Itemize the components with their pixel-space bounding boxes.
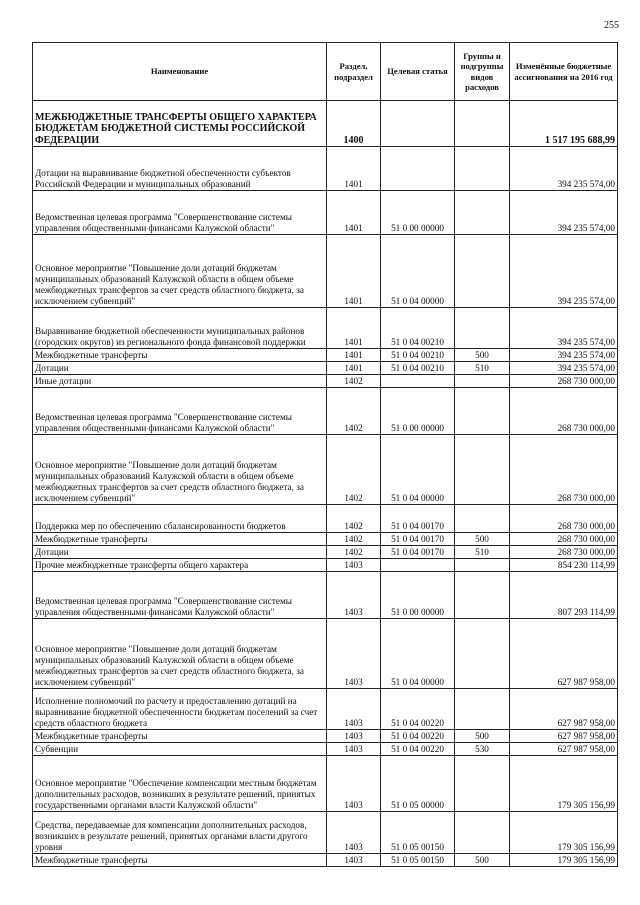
- row-amount: 854 230 114,99: [510, 559, 618, 572]
- page-number: 255: [604, 20, 619, 31]
- row-amount: 268 730 000,00: [510, 533, 618, 546]
- table-header-row: [33, 43, 618, 101]
- row-group: [455, 812, 510, 854]
- table-row: [33, 308, 618, 349]
- row-amount: 394 235 574,00: [510, 235, 618, 308]
- row-target: 51 0 05 00150: [381, 812, 455, 854]
- row-name: Иные дотации: [33, 375, 327, 388]
- row-name: Ведомственная целевая программа "Совершенствование системы управления общественными финансами Калужской области": [33, 388, 327, 435]
- row-name: Основное мероприятие "Обеспечение компенсации местным бюджетам дополнительных расходов, возникших в результате решений, принятых государственными органами власти Калужской области": [33, 756, 327, 812]
- row-amount: 268 730 000,00: [510, 505, 618, 533]
- row-name: Межбюджетные трансферты: [33, 533, 327, 546]
- row-section: 1400: [327, 101, 381, 147]
- row-name: Основное мероприятие "Повышение доли дотаций бюджетам муниципальных образований Калужской области в общем объеме межбюджетных трансфертов за счет средств областного бюджета, за исключением субвенций": [33, 235, 327, 308]
- row-amount: 394 235 574,00: [510, 147, 618, 191]
- row-group: [455, 619, 510, 689]
- row-target: 51 0 04 00170: [381, 546, 455, 559]
- table-row: [33, 235, 618, 308]
- row-target: 51 0 05 00150: [381, 854, 455, 867]
- row-amount: 394 235 574,00: [510, 308, 618, 349]
- row-section: 1401: [327, 147, 381, 191]
- table-row: [33, 101, 618, 147]
- row-name: Основное мероприятие "Повышение доли дотаций бюджетам муниципальных образований Калужской области в общем объеме межбюджетных трансфертов за счет средств областного бюджета, за исключением субвенций": [33, 435, 327, 505]
- table-row: [33, 572, 618, 619]
- row-amount: 179 305 156,99: [510, 756, 618, 812]
- row-section: 1401: [327, 308, 381, 349]
- row-target: 51 0 00 00000: [381, 572, 455, 619]
- row-target: [381, 559, 455, 572]
- row-section: 1403: [327, 559, 381, 572]
- table-row: [33, 147, 618, 191]
- row-amount: 1 517 195 688,99: [510, 101, 618, 147]
- table-row: [33, 533, 618, 546]
- table-row: [33, 546, 618, 559]
- row-name: Поддержка мер по обеспечению сбалансированности бюджетов: [33, 505, 327, 533]
- row-amount: 627 987 958,00: [510, 619, 618, 689]
- row-target: [381, 375, 455, 388]
- row-group: 530: [455, 743, 510, 756]
- header-amount: Изменённые бюджетные ассигнования на 2016 год: [510, 43, 618, 101]
- row-group: [455, 435, 510, 505]
- row-name: Ведомственная целевая программа "Совершенствование системы управления общественными финансами Калужской области": [33, 572, 327, 619]
- row-group: [455, 375, 510, 388]
- row-group: 500: [455, 349, 510, 362]
- row-amount: 268 730 000,00: [510, 546, 618, 559]
- row-name: Прочие межбюджетные трансферты общего характера: [33, 559, 327, 572]
- header-groups: Группы и подгруппы видов расходов: [455, 43, 510, 101]
- row-name: Межбюджетные трансферты: [33, 854, 327, 867]
- row-name: Основное мероприятие "Повышение доли дотаций бюджетам муниципальных образований Калужской области в общем объеме межбюджетных трансфертов за счет средств областного бюджета, за исключением субвенций": [33, 619, 327, 689]
- table-row: [33, 619, 618, 689]
- row-name: Исполнение полномочий по расчету и предоставлению дотаций на выравнивание бюджетной обеспеченности бюджетам поселений за счет средств областного бюджета: [33, 689, 327, 730]
- row-name: Дотации на выравнивание бюджетной обеспеченности субъектов Российской Федерации и муниципальных образований: [33, 147, 327, 191]
- row-target: 51 0 04 00210: [381, 362, 455, 375]
- row-section: 1401: [327, 362, 381, 375]
- row-group: 500: [455, 854, 510, 867]
- row-section: 1403: [327, 730, 381, 743]
- row-target: 51 0 04 00000: [381, 619, 455, 689]
- row-name: Выравнивание бюджетной обеспеченности муниципальных районов (городских округов) из регионального фонда финансовой поддержки: [33, 308, 327, 349]
- row-group: [455, 147, 510, 191]
- row-section: 1401: [327, 191, 381, 235]
- row-section: 1402: [327, 388, 381, 435]
- row-group: 500: [455, 730, 510, 743]
- row-amount: 268 730 000,00: [510, 375, 618, 388]
- row-target: 51 0 04 00210: [381, 349, 455, 362]
- row-target: 51 0 00 00000: [381, 191, 455, 235]
- row-name: Ведомственная целевая программа "Совершенствование системы управления общественными финансами Калужской области": [33, 191, 327, 235]
- row-section: 1402: [327, 375, 381, 388]
- row-amount: 268 730 000,00: [510, 435, 618, 505]
- row-section: 1402: [327, 546, 381, 559]
- row-amount: 394 235 574,00: [510, 191, 618, 235]
- row-group: [455, 101, 510, 147]
- row-section: 1403: [327, 689, 381, 730]
- row-name: Дотации: [33, 362, 327, 375]
- row-amount: 268 730 000,00: [510, 388, 618, 435]
- row-group: [455, 235, 510, 308]
- row-group: [455, 559, 510, 572]
- table-row: [33, 435, 618, 505]
- row-amount: 627 987 958,00: [510, 730, 618, 743]
- row-group: [455, 308, 510, 349]
- table-row: [33, 559, 618, 572]
- row-amount: 627 987 958,00: [510, 743, 618, 756]
- row-target: [381, 147, 455, 191]
- row-group: [455, 505, 510, 533]
- row-amount: 394 235 574,00: [510, 362, 618, 375]
- row-group: [455, 388, 510, 435]
- row-amount: 179 305 156,99: [510, 812, 618, 854]
- table-row: [33, 854, 618, 867]
- table-row: [33, 349, 618, 362]
- row-target: 51 0 04 00170: [381, 505, 455, 533]
- row-group: 500: [455, 533, 510, 546]
- row-section: 1403: [327, 619, 381, 689]
- header-target: Целевая статья: [381, 43, 455, 101]
- row-group: [455, 756, 510, 812]
- row-amount: 394 235 574,00: [510, 349, 618, 362]
- row-section: 1401: [327, 235, 381, 308]
- row-section: 1401: [327, 349, 381, 362]
- row-section: 1402: [327, 435, 381, 505]
- row-section: 1403: [327, 812, 381, 854]
- header-section: Раздел, подраздел: [327, 43, 381, 101]
- table-row: [33, 375, 618, 388]
- table-row: [33, 191, 618, 235]
- table-row: [33, 730, 618, 743]
- row-amount: 627 987 958,00: [510, 689, 618, 730]
- table-row: [33, 362, 618, 375]
- table-row: [33, 756, 618, 812]
- row-target: 51 0 04 00220: [381, 743, 455, 756]
- row-name: Межбюджетные трансферты: [33, 349, 327, 362]
- row-target: 51 0 04 00000: [381, 235, 455, 308]
- row-group: [455, 689, 510, 730]
- row-target: 51 0 04 00210: [381, 308, 455, 349]
- table-row: [33, 388, 618, 435]
- row-group: [455, 572, 510, 619]
- row-section: 1402: [327, 533, 381, 546]
- row-name: Средства, передаваемые для компенсации дополнительных расходов, возникших в результате решений, принятых органами власти другого уровня: [33, 812, 327, 854]
- row-section: 1403: [327, 572, 381, 619]
- row-section: 1403: [327, 756, 381, 812]
- row-section: 1403: [327, 743, 381, 756]
- row-group: 510: [455, 546, 510, 559]
- row-group: 510: [455, 362, 510, 375]
- table-row: [33, 812, 618, 854]
- row-target: 51 0 05 00000: [381, 756, 455, 812]
- row-section: 1402: [327, 505, 381, 533]
- row-amount: 179 305 156,99: [510, 854, 618, 867]
- row-target: 51 0 04 00220: [381, 689, 455, 730]
- row-name: Субвенции: [33, 743, 327, 756]
- row-target: [381, 101, 455, 147]
- row-target: 51 0 04 00000: [381, 435, 455, 505]
- row-name: МЕЖБЮДЖЕТНЫЕ ТРАНСФЕРТЫ ОБЩЕГО ХАРАКТЕРА БЮДЖЕТАМ БЮДЖЕТНОЙ СИСТЕМЫ РОССИЙСКОЙ ФЕДЕРАЦИИ: [33, 101, 327, 147]
- table-row: [33, 689, 618, 730]
- row-target: 51 0 04 00220: [381, 730, 455, 743]
- row-target: 51 0 00 00000: [381, 388, 455, 435]
- header-name: Наименование: [33, 43, 327, 101]
- table-row: [33, 743, 618, 756]
- table-row: [33, 505, 618, 533]
- row-section: 1403: [327, 854, 381, 867]
- row-name: Дотации: [33, 546, 327, 559]
- budget-table: [32, 42, 618, 867]
- row-target: 51 0 04 00170: [381, 533, 455, 546]
- row-amount: 807 293 114,99: [510, 572, 618, 619]
- row-name: Межбюджетные трансферты: [33, 730, 327, 743]
- row-group: [455, 191, 510, 235]
